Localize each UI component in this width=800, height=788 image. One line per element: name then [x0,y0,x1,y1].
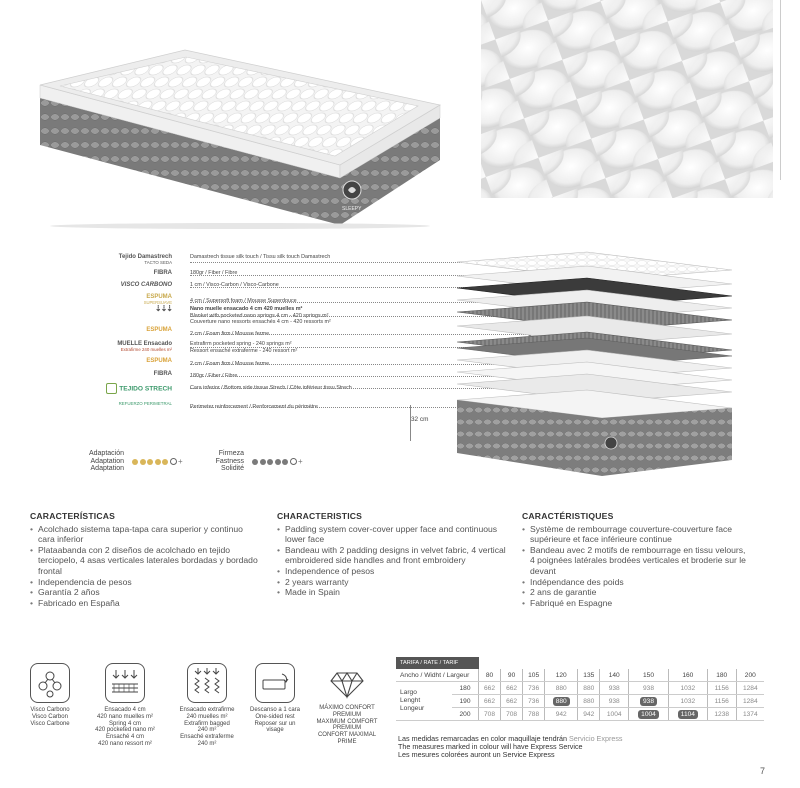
rating-dot [252,459,258,465]
layer-espuma-firm-2: ESPUMA 2 cm / Foam firm / Mousse ferme [84,358,444,372]
width-col: 160 [668,669,707,682]
page-edge-rule [780,0,781,180]
height-label: 32 cm [411,416,429,423]
adaptation-rating [132,453,184,471]
list-item: • Independencia de pesos [30,577,260,588]
fibra-logo: FIBRA [153,270,172,276]
diamond-icon [328,663,366,701]
width-col: 180 [707,669,736,682]
list-item: • Padding system cover-cover upper face and continuous lower face [277,524,507,545]
list-item: • Garantía 2 años [30,587,260,598]
price-table-tab: TARIFA / RATE / TARIF [396,657,479,669]
list-item: • Bandeau avec 2 motifs de rembourrage en tissu velours, 4 poignées latérales brodées verticales et broderie sur le devant [522,545,752,577]
list-item: • Fabriqué en Espagne [522,598,752,609]
quilting-closeup-photo [481,0,773,198]
nano-springs-icon [105,663,145,703]
rating-dot [260,459,266,465]
layer-damastrech: Tejido Damastrech TACTO SEDA Damastrech tissue silk touch / Tissu silk touch Damastrech [84,254,444,268]
height-marker-line [410,405,411,441]
adaptation-label: Adaptación Adaptation Adaptation [88,450,124,472]
feature-one-sided: Descanso a 1 cara One-sided rest Reposer sur un visage [240,663,310,734]
rating-dot [275,459,281,465]
one-side-icon [255,663,295,703]
refuerzo-perimetral-logo: REFUERZO PERIMETRAL [118,401,172,406]
table-row: 190 662 662 736 880 880 938 938 1032 1156 1284 [396,695,764,708]
list-item: • Système de rembourrage couverture-couverture face supérieure et face inférieure continue [522,524,752,545]
espuma-supersuave-logo: ESPUMA SUPERSUAVE [143,294,172,306]
rating-dot [132,459,138,465]
rating-dot [267,459,273,465]
table-row: 200 708 708 788 942 942 1004 1004 1104 1238 1374 [396,708,764,721]
length-label: Largo Lenght Longeur [396,682,452,721]
layer-refuerzo-perimetral: REFUERZO PERIMETRAL Perimeter reinforcement / Renforcement du périmètre [84,401,444,415]
layer-espuma-firm-1: ESPUMA 2 cm / Foam firm / Mousse ferme [84,327,444,341]
feature-visco-carbon: Visco Carbono Visco Carbon Visco Carbone [15,663,85,727]
rating-dot-empty [290,458,297,465]
length-value: 180 [452,682,479,695]
list-item: • 2 ans de garantie [522,587,752,598]
feature-nano-springs: Ensacado 4 cm 420 nano muelles m² Spring 4 cm 420 pocketed nano m² Ensaché 4 cm 420 nano ressort m² [90,663,160,748]
layer-tejido-strech: TEJIDO STRECH Cara inferior / Bottom side tissue Strech / Côte inférieur tissu Strech [84,383,444,397]
list-item: • Acolchado sistema tapa-tapa cara superior y continuo cara inferior [30,524,260,545]
section-title: CARACTÉRISTIQUES [522,511,614,521]
plus-icon: + [298,457,303,467]
list-item: • Independence of pesos [277,566,507,577]
espuma-logo: ESPUMA [146,327,172,333]
page-number: 7 [760,766,766,776]
layer-nano-springs: ⇣⇣⇣ Nano muelle ensacado 4 cm 420 muelles m² Blanket with pocketed nano springs 4 cm - 420 springs m² Couverture nano ressorts ensachés 4 cm - 420 ressorts m² [84,306,444,328]
width-header: Ancho / Widht / Largeur [396,669,479,682]
visco-carbono-logo: VISCO CARBONO [120,282,172,288]
list-item: • Indépendance des poids [522,577,752,588]
section-title: CHARACTERISTICS [277,511,363,521]
width-col: 80 [479,669,501,682]
rating-dot-empty [170,458,177,465]
layer-fibra: FIBRA 180gr / Fiber / Fibre [84,270,444,284]
characteristics-fr [522,511,752,608]
width-col: 135 [578,669,600,682]
characteristics-en [277,511,507,598]
length-value: 200 [452,708,479,721]
width-col: 200 [736,669,764,682]
nano-springs-logo: ⇣⇣⇣ [154,304,172,313]
firmness-label: Firmeza Fastness Solidité [215,450,244,472]
width-col: 140 [600,669,629,682]
rating-dot [155,459,161,465]
characteristics-es [30,511,260,608]
visco-carbon-icon [30,663,70,703]
table-row: Largo Lenght Longeur 180 662 662 736 880 880 938 938 1032 1156 1284 [396,682,764,695]
rating-dot [162,459,168,465]
list-item: • Plataabanda con 2 diseños de acolchado en tejido terciopelo, 4 asas verticales laterales bordadas y bordado frontal [30,545,260,577]
price-table [396,657,764,721]
width-col: 90 [501,669,523,682]
plus-icon: + [178,457,183,467]
width-col: 120 [545,669,578,682]
layer-fibra-2: FIBRA 180gr / Fiber / Fibre [84,371,444,385]
feature-pocket-springs: Ensacado extrafirme 240 muelles m² Extrafirm bagged 240 m² Ensaché extraferme 240 m² [172,663,242,748]
section-title: CARACTERÍSTICAS [30,511,116,521]
rating-dot [147,459,153,465]
list-item: • Fabricado en España [30,598,260,609]
brand-label: SLEEPY [342,206,362,212]
mattress-photo [30,40,460,230]
feature-max-comfort: MÁXIMO CONFORT PREMIUM MAXIMUM COMFORT PREMIUM CONFORT MAXIMAL PRIME [312,663,382,746]
width-col: 105 [523,669,545,682]
list-item: • Bandeau with 2 padding designs in velvet fabric, 4 vertical embroidered side handles and front embroidery [277,545,507,566]
layer-visco-carbono: VISCO CARBONO 1 cm / Visco-Carbon / Visco-Carbone [84,282,444,296]
pocket-springs-icon [187,663,227,703]
list-item: • 2 years warranty [277,577,507,588]
width-col: 150 [629,669,669,682]
espuma-logo-2: ESPUMA [146,358,172,364]
damastrech-logo: Tejido Damastrech TACTO SEDA [118,254,172,266]
firmness-rating [252,453,304,471]
list-item: • Made in Spain [277,587,507,598]
tejido-strech-logo: TEJIDO STRECH [84,383,172,394]
rating-dot [282,459,288,465]
muelle-ensacado-logo: MUELLE Ensacado Extrafirme 240 muelles m² [117,341,172,353]
express-service-note: Las medidas remarcadas en color maquillaje tendrán Servicio Express The measures marked in colour will have Express Service Les mesures colorées auront un Service Express [398,734,623,760]
length-value: 190 [452,695,479,708]
layer-pocket-springs: MUELLE Ensacado Extrafirme 240 muelles m² Extrafirm pocketed spring - 240 springs m² Ressort ensaché extraferme - 240 ressort m² [84,341,444,357]
layer-espuma-supersuave: ESPUMA SUPERSUAVE 4 cm / Supersoft foam / Mousse Superdouce [84,294,444,306]
rating-dot [140,459,146,465]
exploded-layers-diagram [447,248,737,483]
fibra-logo-2: FIBRA [153,371,172,377]
